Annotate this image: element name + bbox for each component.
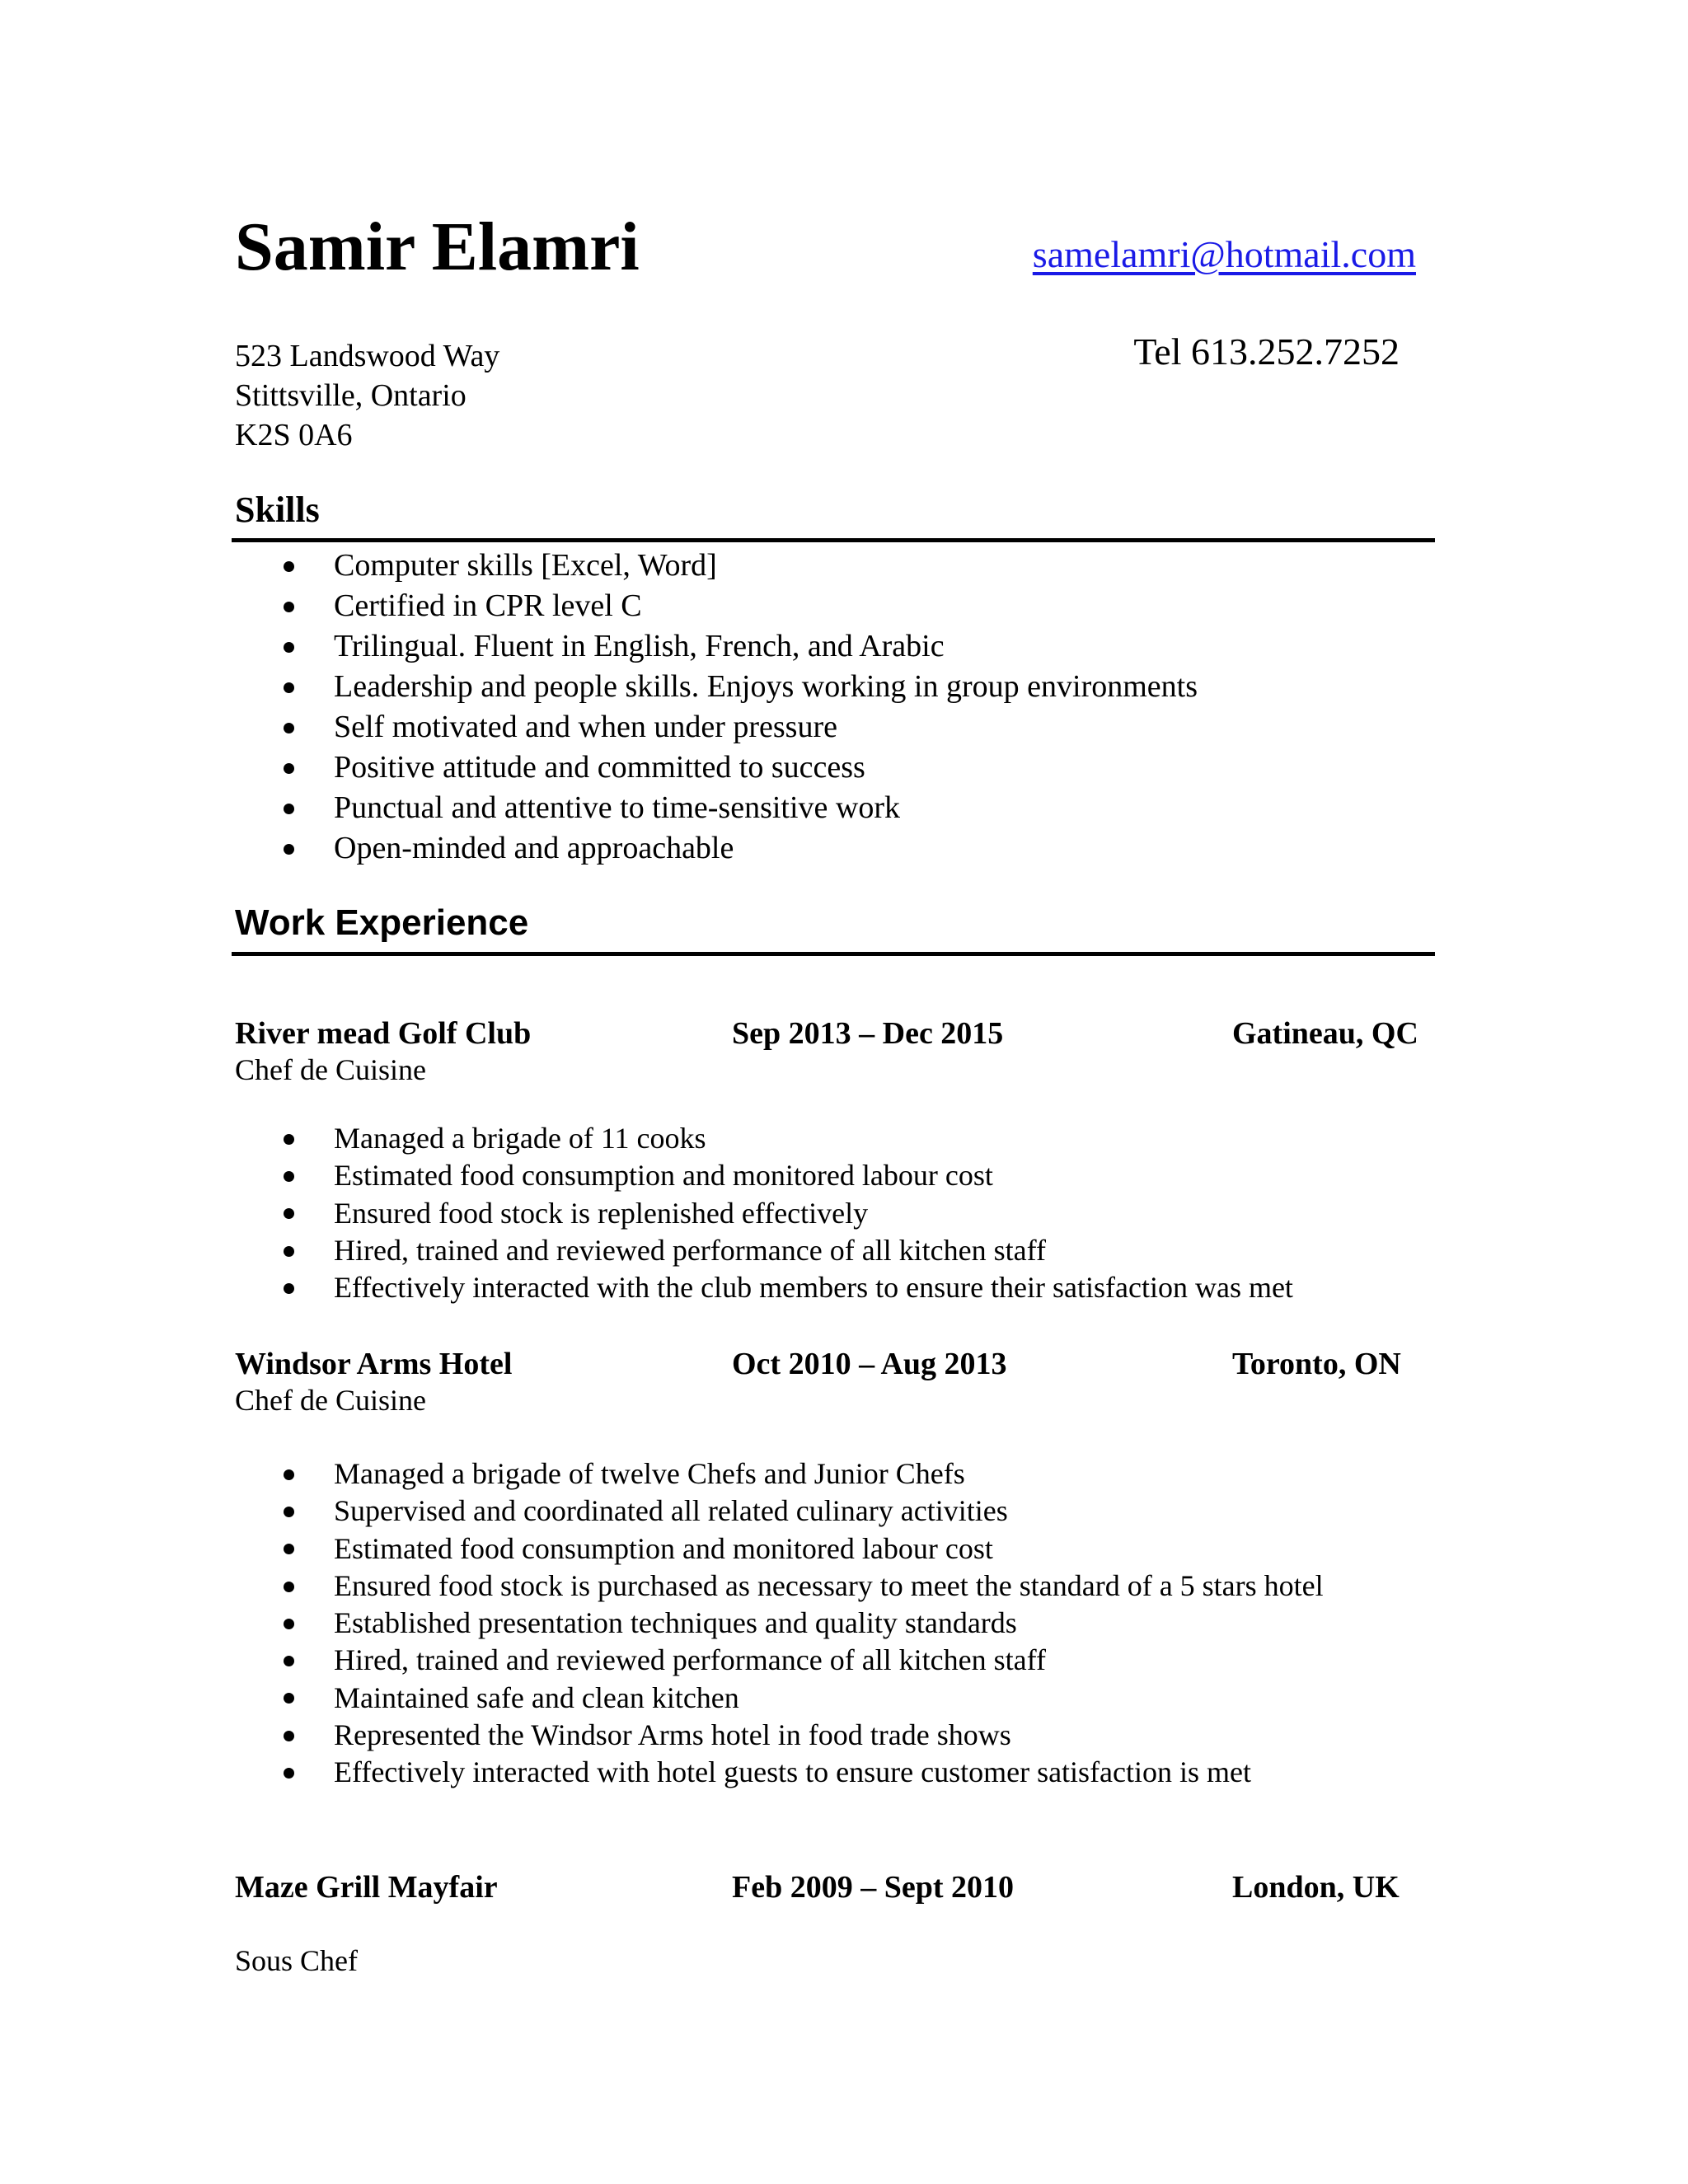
address-postal-code: K2S 0A6 [235, 418, 353, 452]
skills-divider [232, 538, 1435, 542]
bullet-icon [284, 1283, 294, 1294]
bullet-icon [284, 1134, 294, 1145]
bullet-icon [284, 1544, 294, 1554]
job-dates: Oct 2010 – Aug 2013 [732, 1347, 1007, 1381]
skill-item: Certified in CPR level C [0, 586, 1198, 626]
job-dates: Sep 2013 – Dec 2015 [732, 1016, 1004, 1051]
bullet-icon [284, 1619, 294, 1629]
address-city: Stittsville, Ontario [235, 378, 467, 413]
bullet-icon [284, 763, 294, 774]
bullet-icon [284, 682, 294, 693]
bullet-icon [284, 642, 294, 653]
duty-item: Ensured food stock is replenished effectively [0, 1195, 1293, 1232]
job-role: Sous Chef [235, 1944, 359, 1977]
bullet-icon [284, 1731, 294, 1741]
skill-item: Self motivated and when under pressure [0, 707, 1198, 748]
skill-item: Punctual and attentive to time-sensitive work [0, 788, 1198, 828]
bullet-icon [284, 1469, 294, 1480]
bullet-icon [284, 602, 294, 612]
bullet-icon [284, 1246, 294, 1257]
duty-item: Represented the Windsor Arms hotel in food trade shows [0, 1717, 1324, 1754]
duty-item: Effectively interacted with the club members to ensure their satisfaction was met [0, 1269, 1293, 1306]
work-divider [232, 952, 1435, 956]
skills-list [0, 546, 1198, 869]
duty-item: Managed a brigade of twelve Chefs and Junior Chefs [0, 1455, 1324, 1493]
bullet-icon [284, 1208, 294, 1219]
job-location: Gatineau, QC [1232, 1016, 1418, 1051]
address-street: 523 Landswood Way [235, 339, 500, 373]
job-duties-list [0, 1120, 1293, 1306]
work-experience-heading: Work Experience [235, 902, 529, 943]
candidate-name: Samir Elamri [235, 209, 640, 285]
duty-item: Ensured food stock is purchased as necessary to meet the standard of a 5 stars hotel [0, 1568, 1324, 1605]
job-company: Maze Grill Mayfair [235, 1870, 498, 1905]
bullet-icon [284, 561, 294, 572]
duty-item: Hired, trained and reviewed performance of all kitchen staff [0, 1232, 1293, 1269]
job-role: Chef de Cuisine [235, 1384, 426, 1417]
skills-heading: Skills [235, 490, 320, 530]
duty-item: Managed a brigade of 11 cooks [0, 1120, 1293, 1157]
duty-item: Effectively interacted with hotel guests to ensure customer satisfaction is met [0, 1754, 1324, 1791]
skill-item: Open-minded and approachable [0, 828, 1198, 869]
phone-number: Tel 613.252.7252 [1133, 330, 1400, 373]
bullet-icon [284, 844, 294, 855]
bullet-icon [284, 1171, 294, 1182]
job-dates: Feb 2009 – Sept 2010 [732, 1870, 1014, 1905]
job-company: Windsor Arms Hotel [235, 1347, 513, 1381]
job-location: Toronto, ON [1232, 1347, 1401, 1381]
bullet-icon [284, 1582, 294, 1592]
address-block [235, 336, 499, 455]
bullet-icon [284, 1507, 294, 1517]
skill-item: Trilingual. Fluent in English, French, and Arabic [0, 626, 1198, 667]
bullet-icon [284, 1768, 294, 1779]
duty-item: Established presentation techniques and quality standards [0, 1605, 1324, 1642]
skill-item: Computer skills [Excel, Word] [0, 546, 1198, 586]
skill-item: Leadership and people skills. Enjoys working in group environments [0, 667, 1198, 707]
duty-item: Hired, trained and reviewed performance of all kitchen staff [0, 1642, 1324, 1679]
job-location: London, UK [1232, 1870, 1400, 1905]
duty-item: Estimated food consumption and monitored labour cost [0, 1530, 1324, 1568]
bullet-icon [284, 1656, 294, 1666]
bullet-icon [284, 723, 294, 733]
email-link[interactable]: samelamri@hotmail.com [1032, 233, 1416, 275]
skill-item: Positive attitude and committed to success [0, 748, 1198, 788]
job-company: River mead Golf Club [235, 1016, 532, 1051]
bullet-icon [284, 804, 294, 814]
duty-item: Supervised and coordinated all related culinary activities [0, 1493, 1324, 1530]
duty-item: Estimated food consumption and monitored labour cost [0, 1157, 1293, 1194]
bullet-icon [284, 1693, 294, 1704]
job-role: Chef de Cuisine [235, 1053, 426, 1086]
job-duties-list [0, 1455, 1324, 1792]
duty-item: Maintained safe and clean kitchen [0, 1680, 1324, 1717]
